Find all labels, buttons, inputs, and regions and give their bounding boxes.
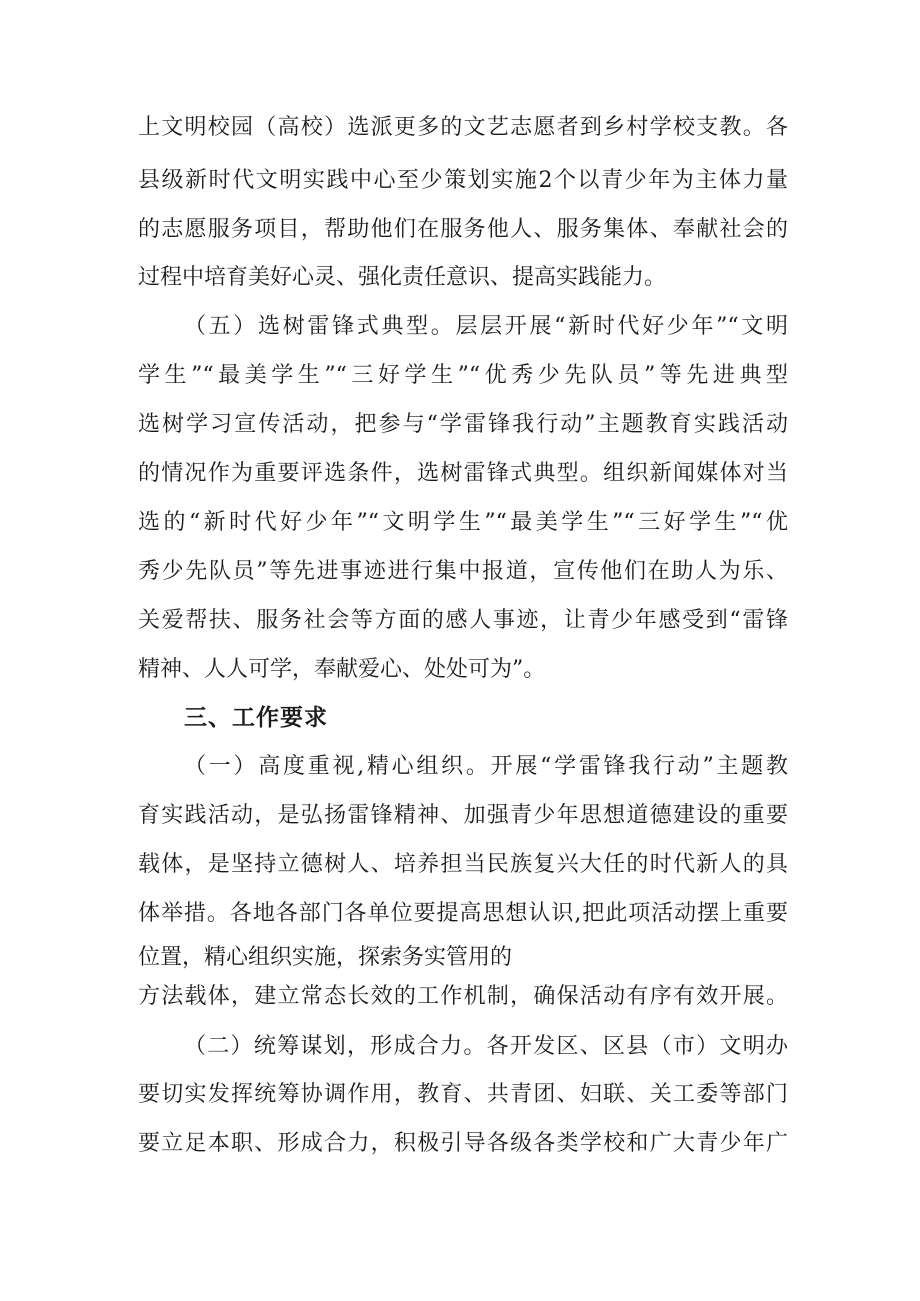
paragraph-line: 县级新时代文明实践中心至少策划实施2个以青少年为主体力量 — [138, 168, 788, 193]
paragraph-line: 上文明校园（高校）选派更多的文艺志愿者到乡村学校支教。各 — [138, 115, 788, 140]
paragraph-line: 的情况作为重要评选条件，选树雷锋式典型。组织新闻媒体对当 — [138, 461, 788, 486]
paragraph-line: （二）统筹谋划，形成合力。各开发区、区县（市）文明办 — [184, 1034, 788, 1059]
paragraph-line: 要切实发挥统筹协调作用，教育、共青团、妇联、关工委等部门 — [138, 1082, 788, 1107]
paragraph-line: 过程中培育美好心灵、强化责任意识、提高实践能力。 — [138, 265, 667, 290]
paragraph-line: 要立足本职、形成合力，积极引导各级各类学校和广大青少年广 — [138, 1131, 788, 1156]
paragraph-line: 关爱帮扶、服务社会等方面的感人事迹，让青少年感受到“雷锋 — [138, 608, 788, 633]
paragraph-line: （五）选树雷锋式典型。层层开展“新时代好少年”“文明 — [184, 314, 788, 339]
paragraph-line: （一）高度重视,精心组织。开展“学雷锋我行动”主题教 — [184, 754, 788, 779]
paragraph-line: 方法载体，建立常态长效的工作机制，确保活动有序有效开展。 — [138, 984, 788, 1009]
paragraph-line: 位置，精心组织实施，探索务实管用的 — [138, 945, 513, 970]
paragraph-line: 秀少先队员”等先进事迹进行集中报道，宣传他们在助人为乐、 — [138, 559, 788, 584]
paragraph-line: 选树学习宣传活动，把参与“学雷锋我行动”主题教育实践活动 — [138, 412, 788, 437]
paragraph-line: 精神、人人可学，奉献爱心、处处可为”。 — [138, 657, 546, 682]
paragraph-line: 学生”“最美学生”“三好学生”“优秀少先队员”等先进典型 — [138, 363, 788, 388]
section-heading: 三、工作要求 — [184, 705, 328, 731]
paragraph-line: 的志愿服务项目，帮助他们在服务他人、服务集体、奉献社会的 — [138, 217, 788, 242]
paragraph-line: 选的“新时代好少年”“文明学生”“最美学生”“三好学生”“优 — [138, 510, 788, 535]
paragraph-line: 育实践活动，是弘扬雷锋精神、加强青少年思想道德建设的重要 — [138, 803, 788, 828]
paragraph-line: 体举措。各地各部门各单位要提高思想认识,把此项活动摆上重要 — [138, 901, 788, 926]
paragraph-line: 载体，是坚持立德树人、培养担当民族复兴大任的时代新人的具 — [138, 852, 788, 877]
